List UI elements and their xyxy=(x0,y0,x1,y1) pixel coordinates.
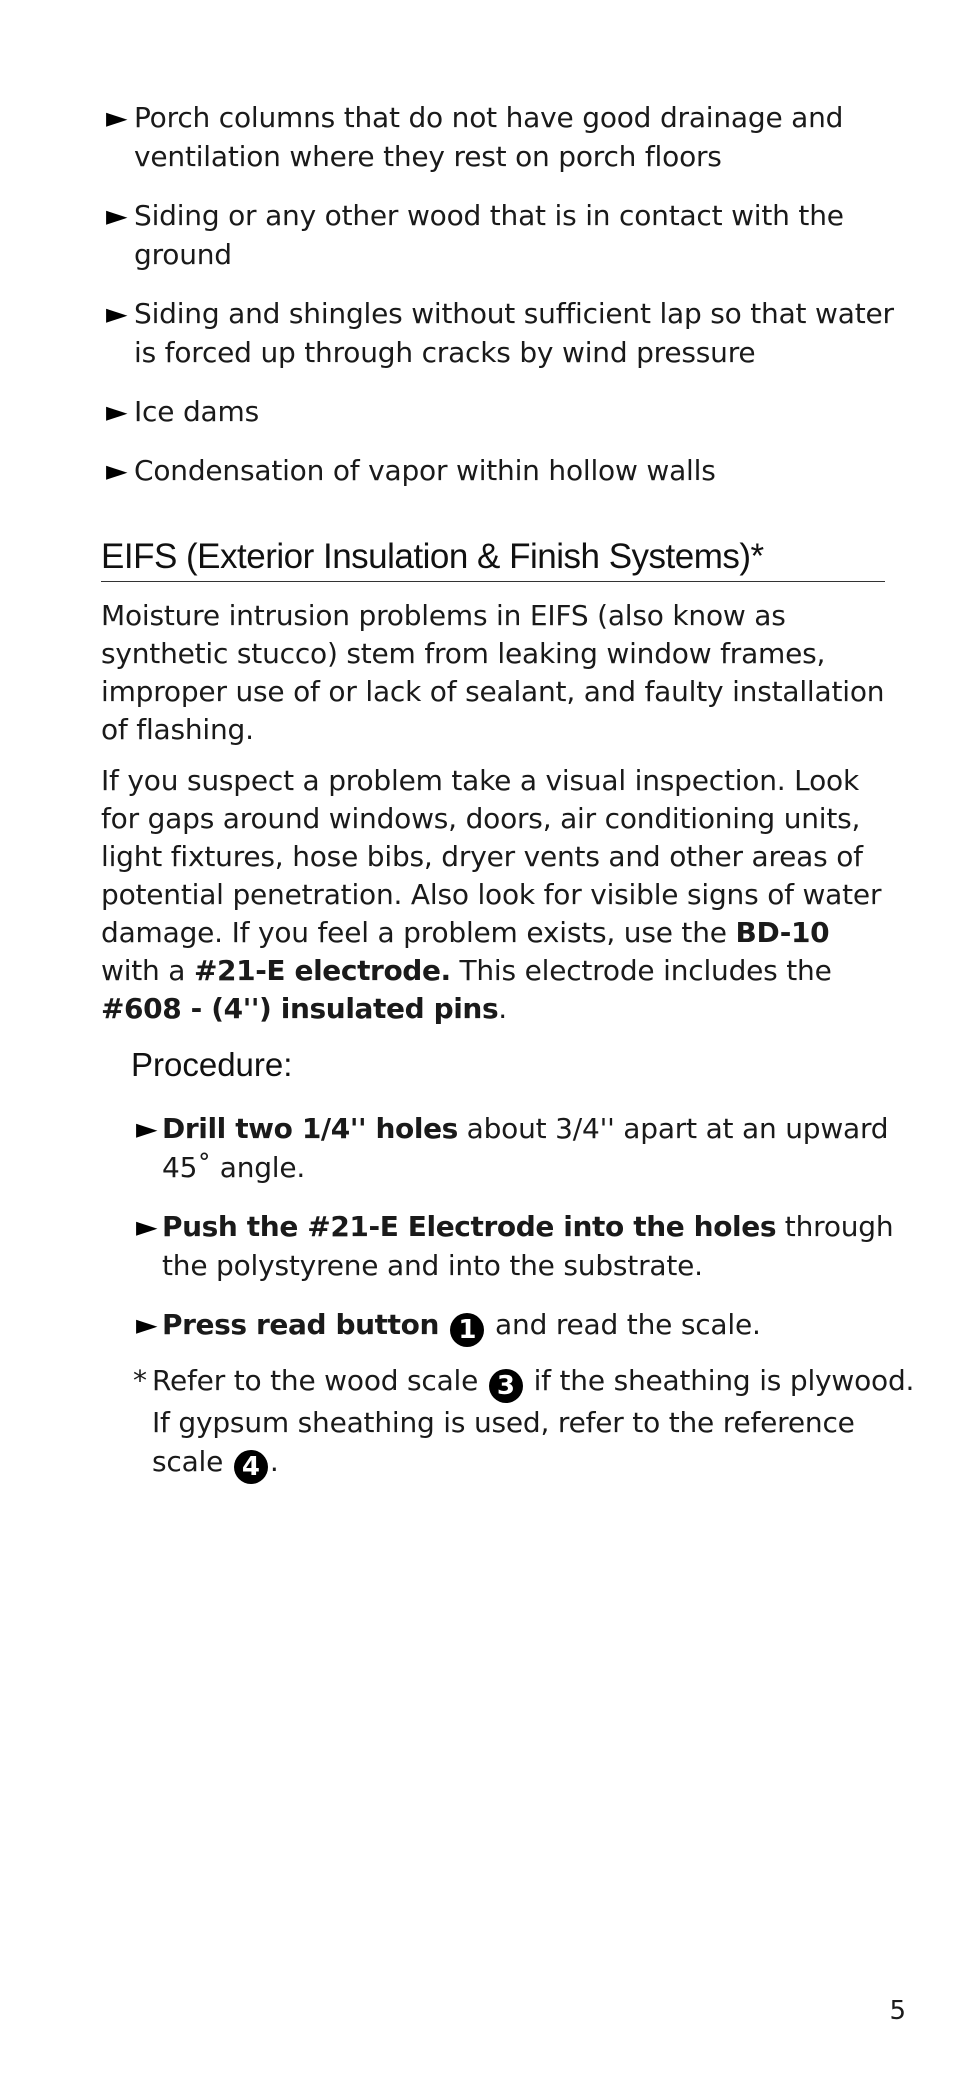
paragraph: Moisture intrusion problems in EIFS (also know as synthetic stucco) stem from leaking window frames, improper use of or lack of sealant, and faulty installation of flashing. xyxy=(101,599,885,746)
section-heading: EIFS (Exterior Insulation & Finish Systems)* xyxy=(101,535,885,582)
paragraph-text: with a xyxy=(101,954,194,987)
step-action: Press read button xyxy=(162,1308,449,1341)
step-text: and read the scale. xyxy=(486,1308,761,1341)
bullet-arrow-icon: ► xyxy=(106,454,128,487)
procedure-step xyxy=(136,1109,896,1187)
asterisk-mark: * xyxy=(133,1364,147,1397)
list-item-text: Ice dams xyxy=(134,395,259,428)
electrode-name: #21-E electrode. xyxy=(193,954,451,987)
footnote-text: if the sheathing is plywood. If gypsum sheathing is used, refer to the reference scale xyxy=(152,1364,915,1478)
list-item xyxy=(106,451,896,490)
list-item xyxy=(106,98,896,176)
procedure-heading: Procedure: xyxy=(131,1046,293,1083)
list-item-text: Siding and shingles without sufficient lap so that water is forced up through cracks by wind pressure xyxy=(134,297,894,369)
list-item xyxy=(106,294,896,372)
footnote-text: . xyxy=(269,1445,279,1478)
paragraph-text: If you suspect a problem take a visual inspection. Look for gaps around windows, doors, air conditioning units, light fixtures, hose bibs, dryer vents and other areas of potential penetration. Also look for visible signs of water damage. If you feel a problem exists, use the xyxy=(101,764,882,949)
bullet-arrow-icon: ► xyxy=(136,1308,158,1341)
paragraph xyxy=(101,762,885,1028)
bullet-arrow-icon: ► xyxy=(106,199,128,232)
bullet-arrow-icon: ► xyxy=(106,395,128,428)
footnote xyxy=(133,1361,922,1484)
product-name: BD-10 xyxy=(735,916,830,949)
number-3-circle-icon: 3 xyxy=(489,1369,523,1403)
paragraph-text: . xyxy=(498,992,507,1025)
list-item-text: Condensation of vapor within hollow walls xyxy=(134,454,716,487)
number-1-circle-icon: 1 xyxy=(450,1313,484,1347)
list-item xyxy=(106,196,896,274)
bullet-arrow-icon: ► xyxy=(136,1112,158,1145)
bullet-arrow-icon: ► xyxy=(136,1210,158,1243)
number-4-circle-icon: 4 xyxy=(234,1450,268,1484)
step-text: about 3/4'' apart at an upward 45˚ angle. xyxy=(162,1112,889,1184)
footnote-text: Refer to the wood scale xyxy=(152,1364,487,1397)
procedure-steps xyxy=(136,1109,896,1367)
procedure-step xyxy=(136,1207,896,1285)
paragraph-text: This electrode includes the xyxy=(450,954,832,987)
bullet-arrow-icon: ► xyxy=(106,297,128,330)
pins-name: #608 - (4'') insulated pins xyxy=(101,992,499,1025)
list-item xyxy=(106,392,896,431)
procedure-step xyxy=(136,1305,896,1347)
page-number: 5 xyxy=(889,1996,906,2026)
step-action: Push the #21-E Electrode into the holes xyxy=(162,1210,777,1243)
step-text: through the polystyrene and into the substrate. xyxy=(162,1210,894,1282)
list-item-text: Siding or any other wood that is in contact with the ground xyxy=(134,199,844,271)
bullet-arrow-icon: ► xyxy=(106,101,128,134)
list-item-text: Porch columns that do not have good drainage and ventilation where they rest on porch floors xyxy=(134,101,844,173)
moisture-source-list xyxy=(106,98,896,510)
step-action: Drill two 1/4'' holes xyxy=(162,1112,458,1145)
